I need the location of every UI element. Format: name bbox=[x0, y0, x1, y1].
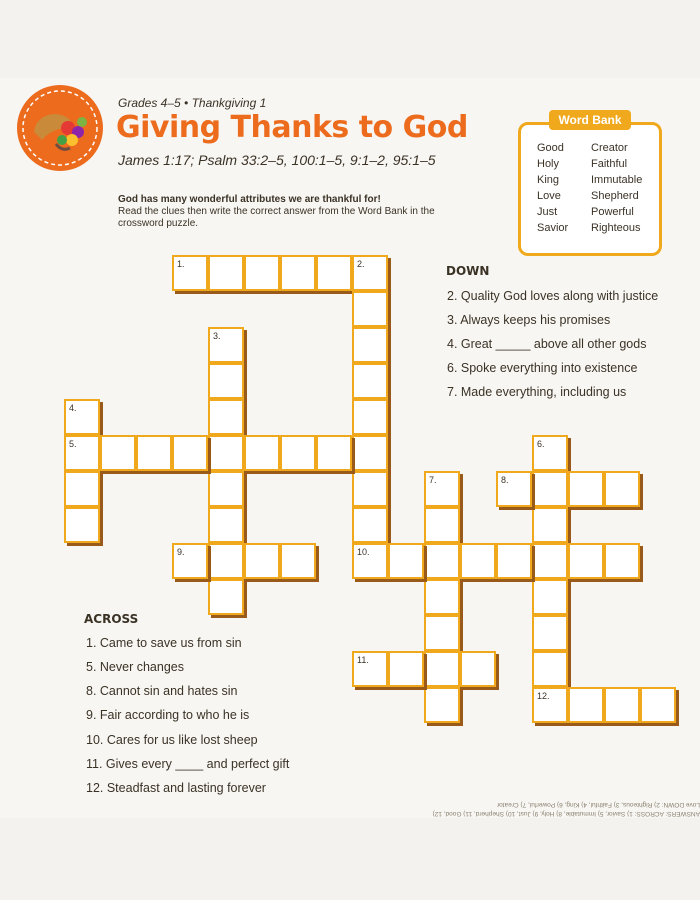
crossword-cell[interactable] bbox=[640, 687, 676, 723]
crossword-cell[interactable] bbox=[568, 687, 604, 723]
crossword-cell[interactable] bbox=[352, 471, 388, 507]
clue-number: 8. bbox=[501, 475, 509, 485]
clue-number: 2. bbox=[357, 259, 365, 269]
crossword-cell[interactable] bbox=[352, 435, 388, 471]
crossword-cell[interactable] bbox=[136, 435, 172, 471]
crossword-cell[interactable] bbox=[388, 543, 424, 579]
crossword-cell[interactable] bbox=[424, 543, 460, 579]
crossword-cell[interactable] bbox=[532, 435, 568, 471]
crossword-cell[interactable] bbox=[532, 579, 568, 615]
clue-number: 7. bbox=[429, 475, 437, 485]
crossword-cell[interactable] bbox=[208, 255, 244, 291]
crossword-cell[interactable] bbox=[172, 435, 208, 471]
crossword-cell[interactable] bbox=[208, 327, 244, 363]
crossword-cell[interactable] bbox=[496, 543, 532, 579]
crossword-cell[interactable] bbox=[280, 255, 316, 291]
clue-number: 3. bbox=[213, 331, 221, 341]
crossword-cell[interactable] bbox=[280, 543, 316, 579]
crossword-cell[interactable] bbox=[64, 471, 100, 507]
crossword-cell[interactable] bbox=[496, 471, 532, 507]
down-clue-3: 3. Always keeps his promises bbox=[447, 313, 611, 327]
word-bank-word: Savior bbox=[537, 222, 569, 234]
across-clue-5: 5. Never changes bbox=[86, 660, 184, 674]
grade-line: Grades 4–5 • Thankgiving 1 bbox=[118, 96, 267, 110]
word-bank-word: Creator bbox=[591, 142, 628, 154]
crossword-cell[interactable] bbox=[64, 507, 100, 543]
crossword-cell[interactable] bbox=[244, 255, 280, 291]
page-title: Giving Thanks to God bbox=[116, 110, 468, 145]
word-bank-column-2 bbox=[591, 140, 642, 236]
crossword-cell[interactable] bbox=[100, 435, 136, 471]
across-clue-12: 12. Steadfast and lasting forever bbox=[86, 781, 266, 795]
crossword-cell[interactable] bbox=[424, 507, 460, 543]
word-bank-word: Holy bbox=[537, 158, 560, 170]
across-clue-11: 11. Gives every ____ and perfect gift bbox=[86, 757, 290, 771]
word-bank-word: Immutable bbox=[591, 174, 643, 186]
clue-number: 6. bbox=[537, 439, 545, 449]
crossword-cell[interactable] bbox=[172, 255, 208, 291]
crossword-cell[interactable] bbox=[208, 543, 244, 579]
crossword-cell[interactable] bbox=[352, 327, 388, 363]
crossword-cell[interactable] bbox=[352, 399, 388, 435]
word-bank-word: Good bbox=[537, 142, 564, 154]
crossword-cell[interactable] bbox=[208, 471, 244, 507]
clue-number: 5. bbox=[69, 439, 77, 449]
across-clue-9: 9. Fair according to who he is bbox=[86, 708, 250, 722]
across-clue-10: 10. Cares for us like lost sheep bbox=[86, 733, 258, 747]
word-bank-word: Faithful bbox=[591, 158, 628, 170]
crossword-cell[interactable] bbox=[316, 435, 352, 471]
crossword-cell[interactable] bbox=[388, 651, 424, 687]
word-bank-word: Powerful bbox=[591, 206, 634, 218]
cornucopia-logo bbox=[16, 84, 104, 172]
crossword-cell[interactable] bbox=[316, 255, 352, 291]
clue-number: 1. bbox=[177, 259, 185, 269]
crossword-cell[interactable] bbox=[352, 255, 388, 291]
clue-number: 10. bbox=[357, 547, 370, 557]
word-bank-word: Shepherd bbox=[591, 190, 639, 202]
word-bank-word: King bbox=[537, 174, 560, 186]
crossword-cell[interactable] bbox=[64, 399, 100, 435]
crossword-cell[interactable] bbox=[208, 399, 244, 435]
crossword-cell[interactable] bbox=[208, 435, 244, 471]
clue-number: 12. bbox=[537, 691, 550, 701]
crossword-cell[interactable] bbox=[64, 435, 100, 471]
crossword-cell[interactable] bbox=[532, 615, 568, 651]
clue-number: 11. bbox=[357, 655, 369, 665]
crossword-cell[interactable] bbox=[244, 543, 280, 579]
crossword-cell[interactable] bbox=[244, 435, 280, 471]
crossword-cell[interactable] bbox=[352, 507, 388, 543]
crossword-cell[interactable] bbox=[172, 543, 208, 579]
crossword-cell[interactable] bbox=[532, 507, 568, 543]
word-bank-word: Righteous bbox=[591, 222, 641, 234]
word-bank-word: Just bbox=[537, 206, 558, 218]
crossword-cell[interactable] bbox=[424, 615, 460, 651]
answer-key: ANSWERS: ACROSS: 1) Savior, 5) Immutable, 8) Holy, 9) Just, 10) Shepherd, 11) Good, 12) Love DOWN: 2) Righteous, 3) Faithful, 4) King, 6) Powerful, 7) Creator bbox=[432, 801, 700, 817]
crossword-cell[interactable] bbox=[460, 543, 496, 579]
crossword-cell[interactable] bbox=[424, 471, 460, 507]
crossword-cell[interactable] bbox=[604, 543, 640, 579]
intro-heading: God has many wonderful attributes we are thankful for! bbox=[118, 194, 381, 205]
crossword-cell[interactable] bbox=[532, 471, 568, 507]
crossword-cell[interactable] bbox=[568, 543, 604, 579]
crossword-cell[interactable] bbox=[532, 687, 568, 723]
crossword-cell[interactable] bbox=[424, 651, 460, 687]
crossword-cell[interactable] bbox=[532, 651, 568, 687]
word-bank-title: Word Bank bbox=[549, 110, 631, 130]
across-clue-1: 1. Came to save us from sin bbox=[86, 636, 242, 650]
crossword-cell[interactable] bbox=[280, 435, 316, 471]
crossword-cell[interactable] bbox=[424, 687, 460, 723]
crossword-cell[interactable] bbox=[424, 579, 460, 615]
down-clue-2: 2. Quality God loves along with justice bbox=[447, 289, 659, 303]
instructions: Read the clues then write the correct answer from the Word Bank in the crossword puzzle. bbox=[118, 206, 435, 229]
down-clue-6: 6. Spoke everything into existence bbox=[447, 361, 638, 375]
crossword-cell[interactable] bbox=[352, 543, 388, 579]
clue-number: 4. bbox=[69, 403, 77, 413]
crossword-cell[interactable] bbox=[460, 651, 496, 687]
crossword-cell[interactable] bbox=[352, 291, 388, 327]
word-bank-column-1 bbox=[537, 140, 568, 236]
across-heading: ACROSS bbox=[84, 612, 139, 626]
down-heading: DOWN bbox=[446, 264, 490, 278]
down-clue-4: 4. Great _____ above all other gods bbox=[447, 337, 647, 351]
crossword-cell[interactable] bbox=[532, 543, 568, 579]
crossword-cell[interactable] bbox=[208, 579, 244, 615]
crossword-cell[interactable] bbox=[352, 363, 388, 399]
word-bank-word: Love bbox=[537, 190, 561, 202]
down-clue-7: 7. Made everything, including us bbox=[447, 385, 627, 399]
scripture-references: James 1:17; Psalm 33:2–5, 100:1–5, 9:1–2, 95:1–5 bbox=[118, 152, 436, 168]
crossword-cell[interactable] bbox=[604, 687, 640, 723]
crossword-cell[interactable] bbox=[208, 363, 244, 399]
across-clue-8: 8. Cannot sin and hates sin bbox=[86, 684, 238, 698]
crossword-cell[interactable] bbox=[208, 507, 244, 543]
clue-number: 9. bbox=[177, 547, 185, 557]
crossword-cell[interactable] bbox=[352, 651, 388, 687]
crossword-cell[interactable] bbox=[604, 471, 640, 507]
crossword-cell[interactable] bbox=[568, 471, 604, 507]
